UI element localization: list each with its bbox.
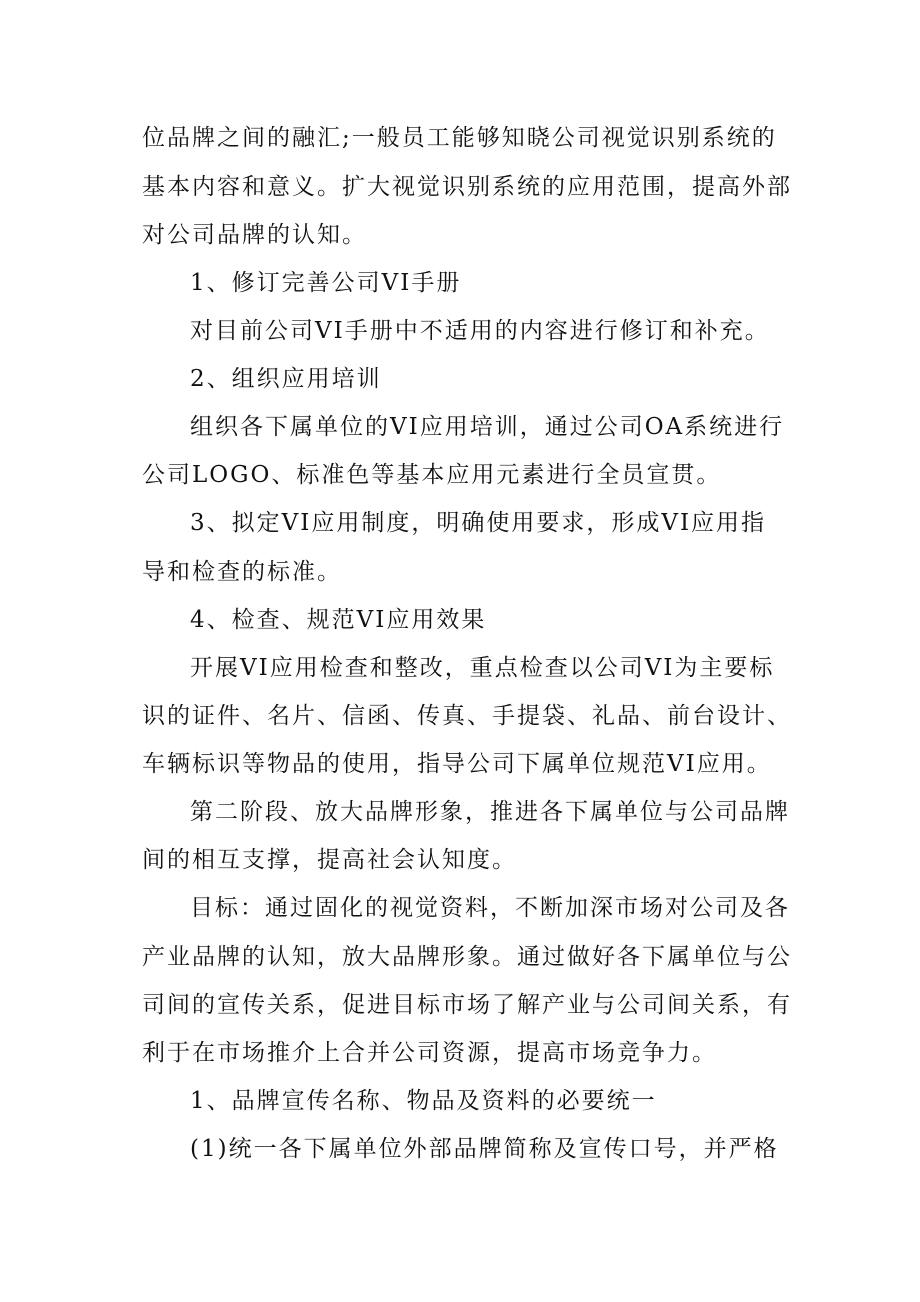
text-line: 车辆标识等物品的使用，指导公司下属单位规范VI应用。 — [142, 751, 772, 777]
text-line: 识的证件、名片、信函、传真、手提袋、礼品、前台设计、 — [142, 703, 792, 729]
text-line: 开展VI应用检查和整改，重点检查以公司VI为主要标 — [190, 655, 775, 681]
text-line: 导和检查的标准。 — [142, 559, 342, 585]
section-heading: 3、拟定VI应用制度，明确使用要求，形成VI应用指 — [190, 510, 767, 536]
section-heading: 2、组织应用培训 — [190, 366, 382, 392]
text-line: (1)统一各下属单位外部品牌简称及宣传口号，并严格 — [190, 1136, 779, 1162]
text-line: 对公司品牌的认知。 — [142, 222, 367, 248]
text-line: 利于在市场推介上合并公司资源，提高市场竞争力。 — [142, 1040, 717, 1066]
section-heading: 4、检查、规范VI应用效果 — [190, 607, 487, 633]
text-line: 产业品牌的认知，放大品牌形象。通过做好各下属单位与公 — [142, 944, 792, 970]
section-heading: 1、修订完善公司VI手册 — [190, 270, 462, 296]
text-line: 司间的宣传关系，促进目标市场了解产业与公司间关系，有 — [142, 992, 792, 1018]
text-line: 位品牌之间的融汇;一般员工能够知晓公司视觉识别系统的 — [142, 125, 777, 151]
text-line: 目标：通过固化的视觉资料，不断加深市场对公司及各 — [190, 895, 790, 921]
text-line: 基本内容和意义。扩大视觉识别系统的应用范围，提高外部 — [142, 174, 792, 200]
text-line: 公司LOGO、标准色等基本应用元素进行全员宣贯。 — [142, 462, 722, 488]
text-line: 对目前公司VI手册中不适用的内容进行修订和补充。 — [190, 318, 770, 344]
text-line: 第二阶段、放大品牌形象，推进各下属单位与公司品牌 — [190, 799, 790, 825]
text-line: 组织各下属单位的VI应用培训，通过公司OA系统进行 — [190, 414, 785, 440]
section-heading: 1、品牌宣传名称、物品及资料的必要统一 — [190, 1088, 657, 1114]
text-line: 间的相互支撑，提高社会认知度。 — [142, 847, 517, 873]
